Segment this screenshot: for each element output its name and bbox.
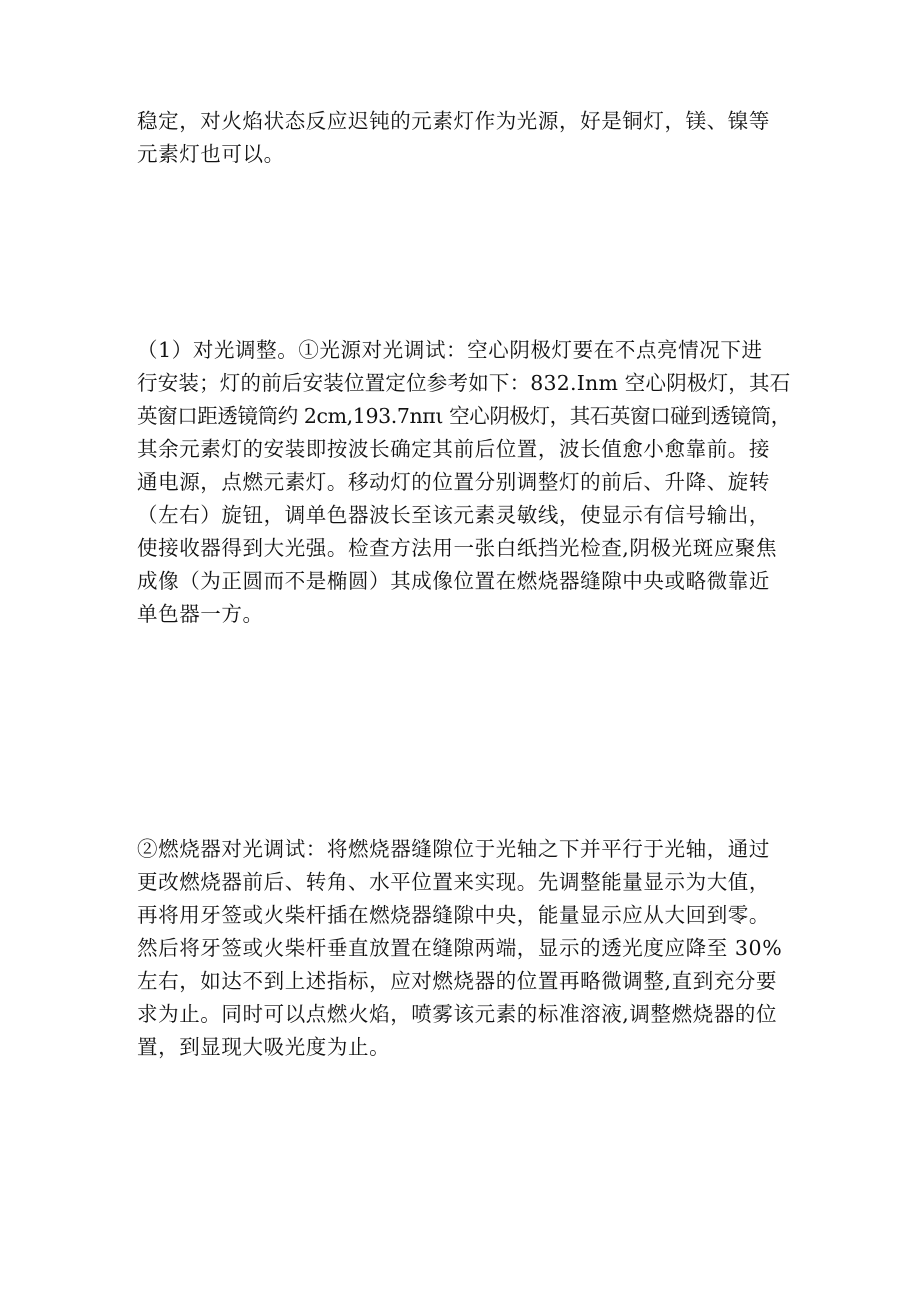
text-line: 元素灯也可以。 [137,142,285,166]
text-line: 更改燃烧器前后、转角、水平位置来实现。先调整能量显示为大值， [137,870,770,894]
paragraph-burner-alignment [137,833,792,1064]
paragraph-light-source-choice [137,105,792,171]
text-line: 成像（为正圆而不是椭圆）其成像位置在燃烧器缝隙中央或略微靠近 [137,569,770,593]
text-line: 然后将牙签或火柴杆垂直放置在缝隙两端，显示的透光度应降至 30% [137,936,783,960]
text-line: 英窗口距透镜筒约 2cm,193.7nπι 空心阴极灯，其石英窗口碰到透镜筒， [137,404,791,428]
text-line: 单色器一方。 [137,602,264,626]
text-line: ②燃烧器对光调试：将燃烧器缝隙位于光轴之下并平行于光轴，通过 [137,837,770,861]
text-line: 求为止。同时可以点燃火焰，喷雾该元素的标准溶液,调整燃烧器的位 [137,1002,778,1026]
text-line: 置，到显现大吸光度为止。 [137,1035,391,1059]
text-line: 通电源，点燃元素灯。移动灯的位置分别调整灯的前后、升降、旋转 [137,470,770,494]
text-line: 再将用牙签或火柴杆插在燃烧器缝隙中央，能量显示应从大回到零。 [137,903,770,927]
paragraph-light-alignment [137,334,792,631]
text-line: 左右，如达不到上述指标，应对燃烧器的位置再略微调整,直到充分要 [137,969,778,993]
text-line: （左右）旋钮，调单色器波长至该元素灵敏线，使显示有信号输出， [137,503,770,527]
text-line: 其余元素灯的安装即按波长确定其前后位置，波长值愈小愈靠前。接 [137,437,770,461]
text-line: （1）对光调整。①光源对光调试：空心阴极灯要在不点亮情况下进 [137,338,763,362]
text-line: 稳定，对火焰状态反应迟钝的元素灯作为光源，好是铜灯，镁、镍等 [137,109,770,133]
text-line: 行安装；灯的前后安装位置定位参考如下：832.Inm 空心阴极灯，其石 [137,371,791,395]
text-line: 使接收器得到大光强。检查方法用一张白纸挡光检查,阴极光斑应聚焦 [137,536,778,560]
